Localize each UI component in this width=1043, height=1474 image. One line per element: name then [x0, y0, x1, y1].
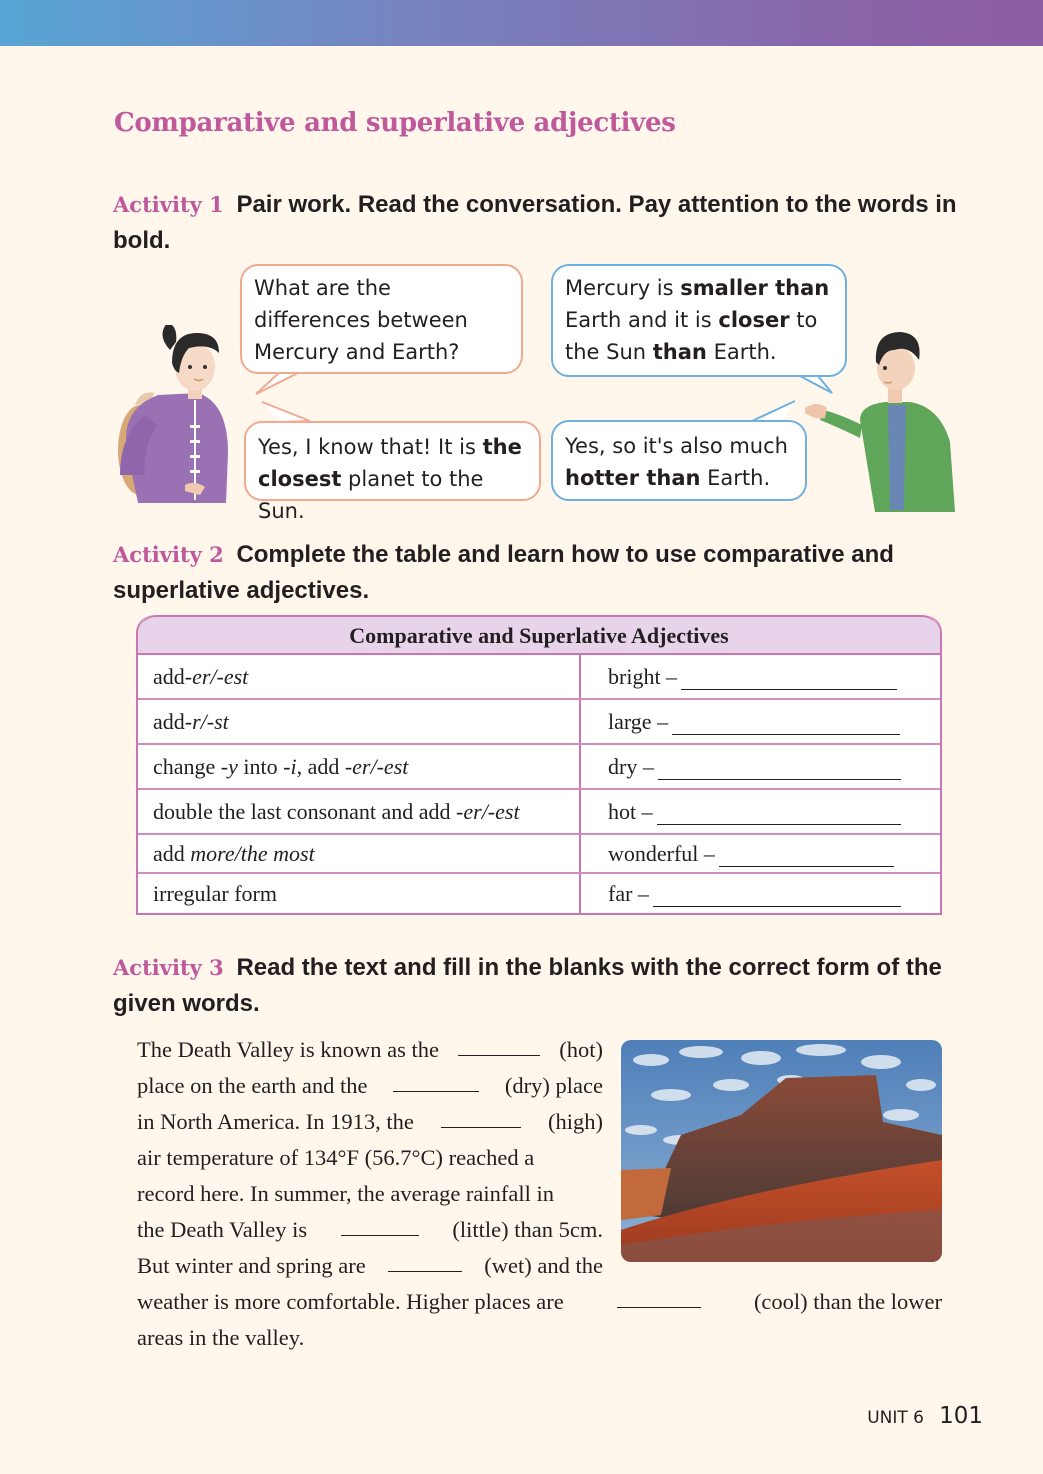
bubble-text: Yes, so it's also much	[565, 434, 788, 458]
section-title: Comparative and superlative adjectives	[114, 108, 676, 138]
activity-instruction: Complete the table and learn how to use comparative and superlative adjectives.	[113, 541, 894, 604]
rule-cell	[138, 790, 581, 833]
example-cell	[581, 745, 940, 788]
passage-text: But winter and spring are	[137, 1253, 366, 1278]
blue-shirt	[888, 405, 906, 510]
answer-blank[interactable]	[681, 672, 897, 690]
answer-blank[interactable]	[657, 807, 901, 825]
rule-text: change -y into -i, add -er/-est	[153, 753, 409, 779]
activity-1-heading	[113, 187, 983, 259]
activity-label: Activity 3	[113, 955, 224, 980]
answer-blank[interactable]	[653, 889, 901, 907]
pointing-hand	[805, 404, 827, 418]
rule-cell	[138, 655, 581, 698]
passage-text: weather is more comfortable. Higher places are	[137, 1289, 564, 1314]
rule-text: add	[153, 663, 185, 689]
example-cell	[581, 655, 940, 698]
rule-text: add more/the most	[153, 840, 315, 866]
table-title: Comparative and Superlative Adjectives	[138, 615, 940, 655]
adjectives-table	[136, 615, 942, 915]
passage-text: (little) than 5cm.	[452, 1217, 603, 1242]
speech-bubble-girl-1	[240, 264, 523, 374]
example-word: hot –	[608, 798, 653, 824]
example-cell	[581, 835, 940, 872]
rule-suffix: -r/-st	[184, 708, 229, 734]
activity-label: Activity 1	[113, 192, 224, 217]
passage-text: record here. In summer, the average rainfall in	[137, 1181, 555, 1206]
boy-illustration	[800, 330, 970, 515]
answer-blank[interactable]	[719, 849, 894, 867]
example-word: large –	[608, 708, 669, 734]
bubble-text: Yes, I know that! It is	[258, 435, 483, 459]
table-row	[138, 700, 940, 745]
page-footer	[867, 1403, 983, 1429]
bubble-text: What are the differences between Mercury and Earth?	[254, 276, 468, 364]
rule-cell	[138, 745, 581, 788]
table-row	[138, 874, 940, 913]
passage-line	[137, 1140, 603, 1176]
answer-blank[interactable]	[658, 762, 901, 780]
passage-line	[137, 1248, 603, 1284]
answer-blank[interactable]	[672, 717, 900, 735]
bold-phrase: smaller than	[680, 276, 830, 300]
rule-text: add	[153, 708, 185, 734]
passage-text: place on the earth and the	[137, 1073, 368, 1098]
bubble-text: Earth.	[706, 340, 777, 364]
example-word: far –	[608, 880, 649, 906]
passage-text: The Death Valley is known as the	[137, 1037, 440, 1062]
bubble-text: Earth and it is	[565, 308, 719, 332]
unit-label: UNIT 6	[867, 1408, 924, 1428]
activity-instruction: Read the text and fill in the blanks with the correct form of the given words.	[113, 954, 942, 1017]
speech-bubble-boy-2	[551, 420, 807, 501]
fill-in-blank[interactable]	[458, 1032, 540, 1056]
bubble-3-tail	[262, 402, 310, 422]
example-word: bright –	[608, 663, 678, 689]
rule-text: irregular form	[153, 880, 277, 906]
passage-line	[137, 1176, 603, 1212]
fill-in-blank[interactable]	[341, 1212, 419, 1236]
rule-cell	[138, 700, 581, 743]
passage-line	[137, 1104, 603, 1140]
bubble-text: Mercury is	[565, 276, 681, 300]
table-row	[138, 790, 940, 835]
fill-in-blank[interactable]	[441, 1104, 521, 1128]
rule-cell	[138, 874, 581, 913]
example-cell	[581, 874, 940, 913]
death-valley-photo	[621, 1040, 942, 1262]
passage-line	[137, 1068, 603, 1104]
passage-line	[137, 1032, 603, 1068]
example-cell	[581, 790, 940, 833]
passage-text: the Death Valley is	[137, 1217, 308, 1242]
table-row	[138, 835, 940, 874]
passage-line	[137, 1320, 942, 1356]
rule-cell	[138, 835, 581, 872]
bold-phrase: closer	[718, 308, 790, 332]
girl-illustration	[110, 325, 250, 505]
table-row	[138, 745, 940, 790]
passage-line	[137, 1284, 942, 1320]
activity-label: Activity 2	[113, 542, 224, 567]
bubble-1-tail	[256, 372, 300, 394]
passage-text: (cool) than the lower	[753, 1289, 942, 1314]
table-row	[138, 655, 940, 700]
activity-3-heading	[113, 950, 983, 1022]
fill-in-blank[interactable]	[393, 1068, 479, 1092]
bubble-text: Earth.	[700, 466, 771, 490]
passage-text: (hot)	[559, 1037, 603, 1062]
bold-phrase: hotter than	[565, 466, 701, 490]
bubble-text: planet to the Sun.	[258, 467, 484, 523]
fill-in-blank[interactable]	[617, 1284, 701, 1308]
fill-in-blank[interactable]	[388, 1248, 462, 1272]
rule-suffix: -er/-est	[184, 663, 249, 689]
green-hoodie	[860, 402, 955, 512]
example-cell	[581, 700, 940, 743]
page-number: 101	[939, 1403, 983, 1429]
bubble-4-tail	[752, 401, 795, 421]
passage-line	[137, 1212, 603, 1248]
passage-text: (high)	[548, 1109, 603, 1134]
passage-text: (dry) place	[504, 1073, 603, 1098]
speech-bubble-girl-2	[244, 421, 541, 523]
activity-instruction: Pair work. Read the conversation. Pay attention to the words in bold.	[113, 191, 957, 254]
bold-phrase: the closest	[258, 435, 522, 491]
rule-text: double the last consonant and add -er/-est	[153, 798, 520, 824]
passage-text: in North America. In 1913, the	[137, 1109, 414, 1134]
bold-phrase: than	[652, 340, 707, 364]
top-color-band	[0, 0, 1043, 46]
passage-text: areas in the valley.	[137, 1325, 305, 1350]
passage-text: (wet) and the	[484, 1253, 603, 1278]
activity-2-heading	[113, 537, 983, 609]
example-word: dry –	[608, 753, 654, 779]
bubble-text: to the Sun	[565, 308, 818, 364]
example-word: wonderful –	[608, 840, 715, 866]
passage-text: air temperature of 134°F (56.7°C) reached a	[137, 1145, 535, 1170]
